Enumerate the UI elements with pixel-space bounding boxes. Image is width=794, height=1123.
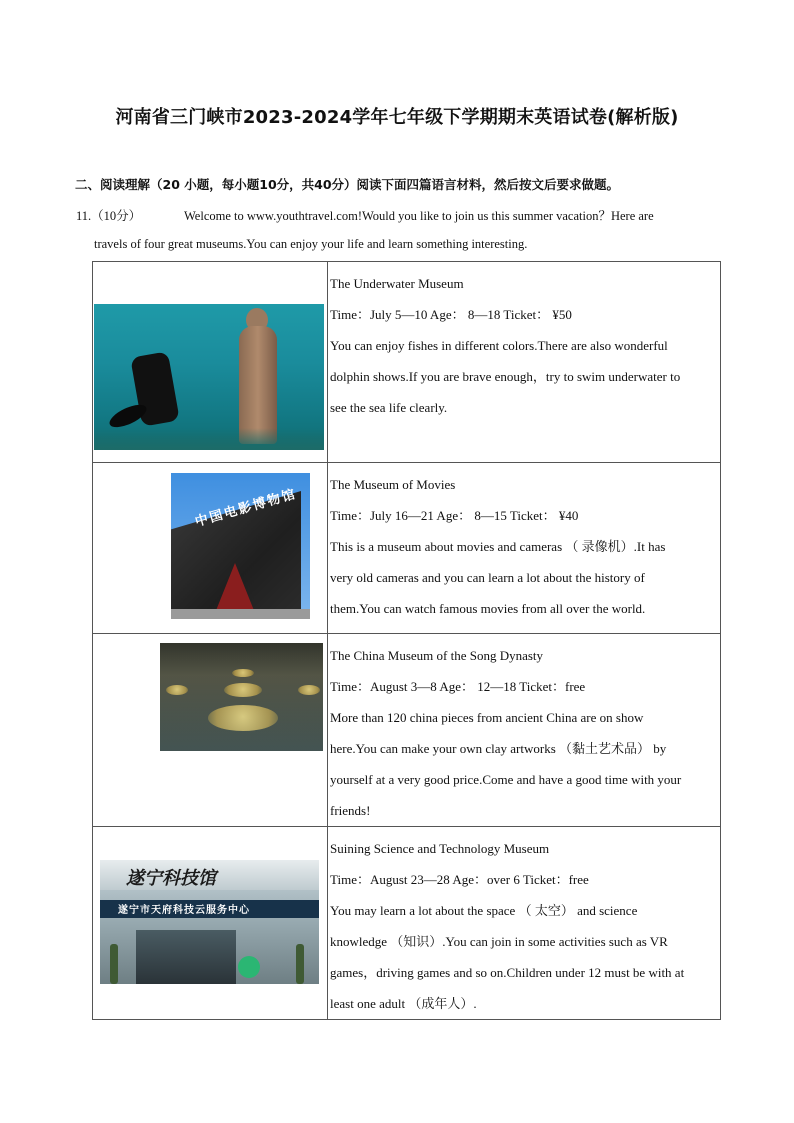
museum-desc-line: dolphin shows.If you are brave enough，try to swim underwater to [330, 369, 681, 384]
museum-desc-line: see the sea life clearly. [330, 400, 448, 415]
museum-desc-line: here.You can make your own clay artworks （黏土艺术品） by [330, 741, 667, 756]
museum-desc-line: You may learn a lot about the space （ 太空） and science [330, 903, 638, 918]
green-logo-shape [238, 956, 260, 978]
museum-desc-line: least one adult （成年人）. [330, 996, 477, 1011]
question-number: 11.（10分） [76, 209, 142, 223]
museum-text-cell [328, 262, 721, 463]
movie-museum-photo [171, 473, 310, 619]
building-sign: 遂宁市天府科技云服务中心 [118, 905, 250, 916]
building-sign: 中国电影博物馆 [193, 486, 299, 531]
table-row [93, 262, 721, 463]
table-row [93, 463, 721, 634]
museum-name: The China Museum of the Song Dynasty [330, 648, 544, 663]
museum-desc-line: very old cameras and you can learn a lot about the history of [330, 570, 645, 585]
museum-desc-line: games，driving games and so on.Children under 12 must be with at [330, 965, 685, 980]
museum-desc-line: knowledge （知识）.You can join in some activities such as VR [330, 934, 668, 949]
table-row [93, 634, 721, 827]
museum-text-cell [328, 463, 721, 634]
museum-desc-line: More than 120 china pieces from ancient China are on show [330, 710, 644, 725]
museum-desc-line: friends! [330, 803, 371, 818]
science-museum-photo [100, 860, 319, 984]
question-intro [76, 206, 654, 224]
underwater-photo [94, 304, 324, 450]
plaza-shape [171, 609, 310, 619]
tree-shape [110, 944, 118, 984]
tree-shape [296, 944, 304, 984]
museum-desc-line: You can enjoy fishes in different colors.There are also wonderful [330, 338, 668, 353]
museum-table [92, 261, 721, 1020]
page-title: 河南省三门峡市2023-2024学年七年级下学期期末英语试卷(解析版) [115, 107, 679, 128]
seabed-shape [94, 428, 324, 450]
china-museum-photo [160, 643, 323, 751]
museum-name: Suining Science and Technology Museum [330, 841, 550, 856]
museum-desc-line: yourself at a very good price.Come and have a good time with your [330, 772, 682, 787]
entrance-shape [136, 930, 236, 984]
museum-desc-line: This is a museum about movies and cameras （ 录像机）.It has [330, 539, 666, 554]
glass-shape [160, 643, 323, 751]
section-heading: 二、阅读理解（20 小题，每小题10分，共40分）阅读下面四篇语言材料，然后按文后要求做题。 [75, 177, 620, 192]
museum-logo: 遂宁科技馆 [126, 868, 216, 889]
museum-info: Time：August 3—8 Age： 12—18 Ticket：free [330, 679, 586, 694]
building-sign-band [100, 900, 319, 918]
museum-text-cell [328, 634, 721, 827]
museum-info: Time：July 16—21 Age： 8—15 Ticket： ¥40 [330, 508, 579, 523]
statue-body-shape [239, 326, 277, 444]
museum-info: Time：August 23—28 Age：over 6 Ticket：free [330, 872, 589, 887]
museum-name: The Underwater Museum [330, 276, 464, 291]
museum-image-cell [93, 463, 328, 634]
museum-name: The Museum of Movies [330, 477, 456, 492]
museum-info: Time：July 5—10 Age： 8—18 Ticket： ¥50 [330, 307, 572, 322]
museum-image-cell [93, 634, 328, 827]
table-row [93, 827, 721, 1020]
museum-image-cell [93, 262, 328, 463]
question-intro-line2: travels of four great museums.You can enjoy your life and learn something interesting. [94, 237, 528, 251]
question-intro-line1: Welcome to www.youthtravel.com!Would you like to join us this summer vacation？Here are [184, 209, 654, 223]
museum-image-cell [93, 827, 328, 1020]
museum-desc-line: them.You can watch famous movies from all over the world. [330, 601, 646, 616]
museum-text-cell [328, 827, 721, 1020]
